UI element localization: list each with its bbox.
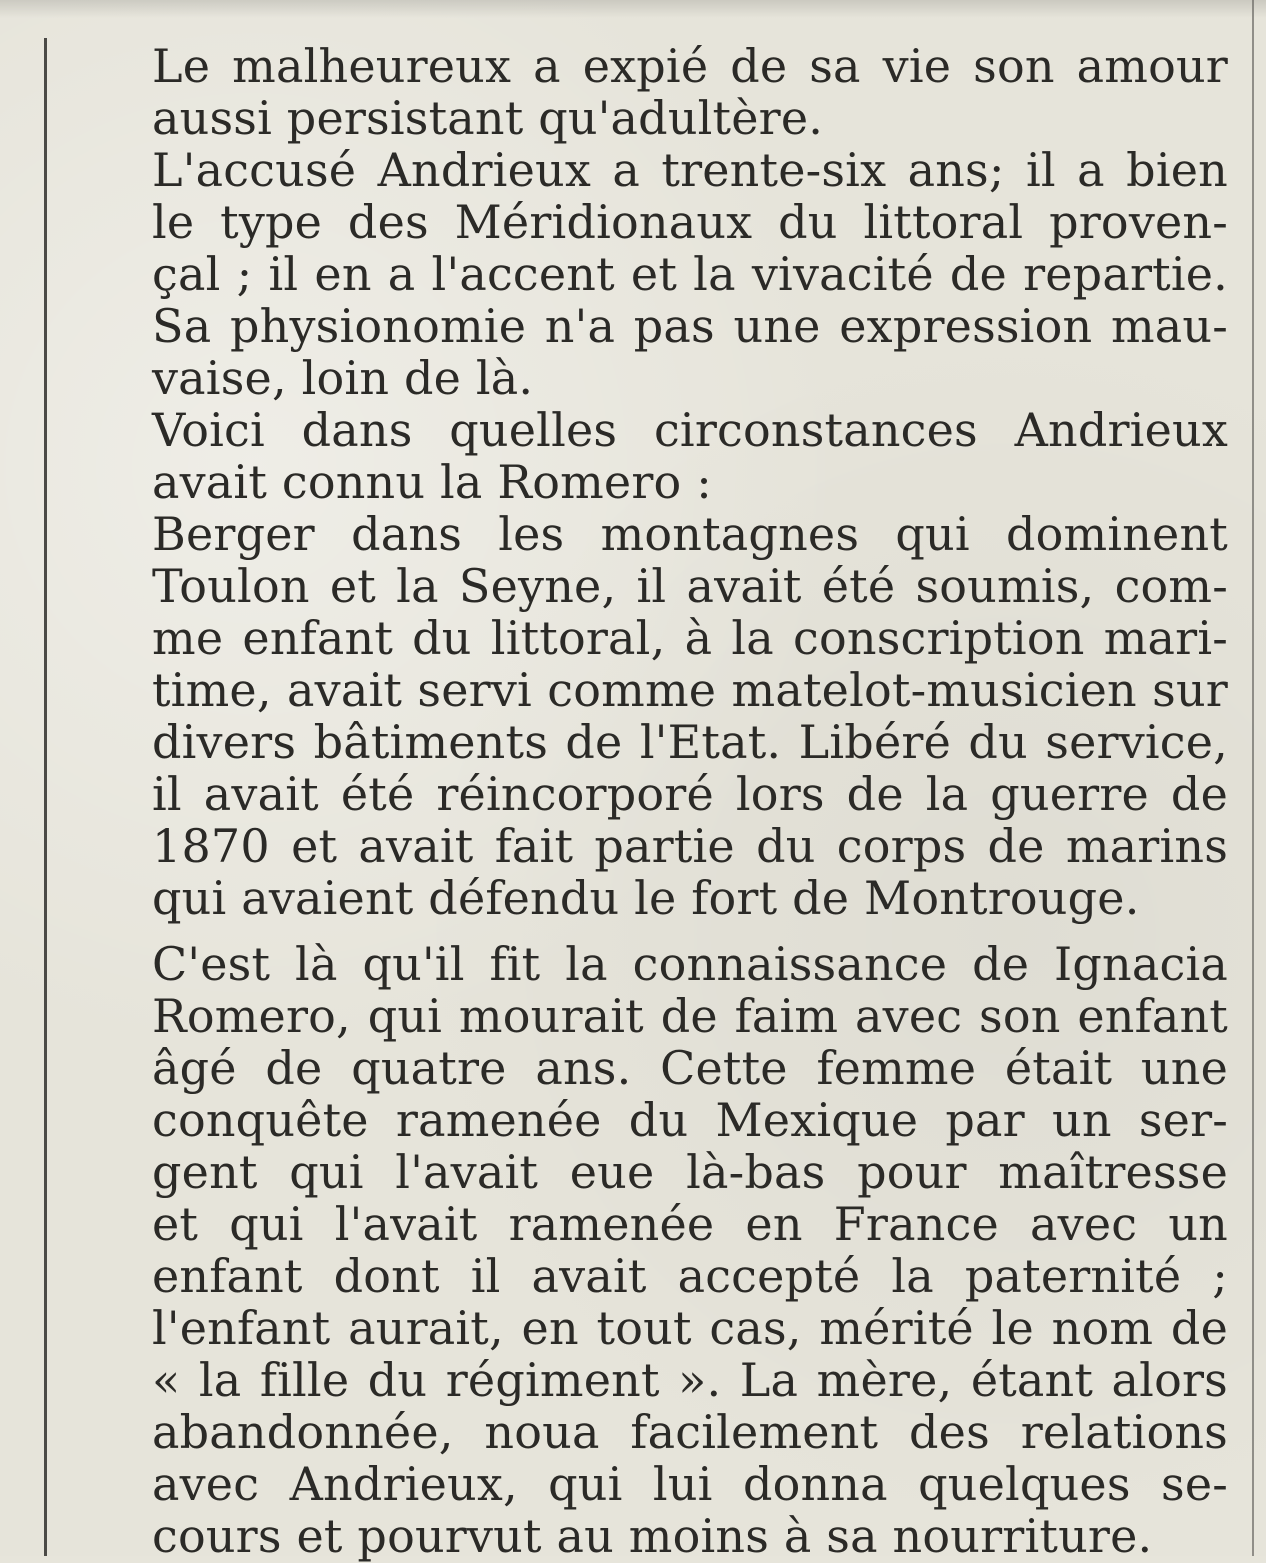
text-line: L'accusé Andrieux a trente-six ans; il a bien bbox=[152, 143, 1228, 197]
text-line: l'enfant aurait, en tout cas, mérité le nom de bbox=[152, 1301, 1228, 1355]
text-line: 1870 et avait fait partie du corps de marins bbox=[152, 819, 1228, 873]
column-rule-right bbox=[1252, 0, 1254, 1556]
paragraph-2 bbox=[96, 144, 1228, 404]
article-column bbox=[96, 40, 1228, 1562]
text-line: divers bâtiments de l'Etat. Libéré du service, bbox=[152, 715, 1228, 769]
paragraph-3 bbox=[96, 404, 1228, 508]
text-line: il avait été réincorporé lors de la guerre de bbox=[152, 767, 1228, 821]
text-line: avec Andrieux, qui lui donna quelques se- bbox=[152, 1457, 1228, 1511]
text-line: « la fille du régiment ». La mère, étant alors bbox=[152, 1353, 1228, 1407]
text-line: C'est là qu'il fit la connaissance de Ignacia bbox=[152, 937, 1228, 991]
text-line: Toulon et la Seyne, il avait été soumis, com- bbox=[152, 559, 1228, 613]
text-line: enfant dont il avait accepté la paternité ; bbox=[152, 1249, 1228, 1303]
text-line: me enfant du littoral, à la conscription mari- bbox=[152, 611, 1228, 665]
text-line: conquête ramenée du Mexique par un ser- bbox=[152, 1093, 1228, 1147]
text-line: gent qui l'avait eue là-bas pour maîtresse bbox=[152, 1145, 1228, 1199]
text-line: Le malheureux a expié de sa vie son amour bbox=[152, 39, 1228, 93]
paragraph-5 bbox=[96, 938, 1228, 1562]
paragraph-4 bbox=[96, 508, 1228, 924]
text-line: Voici dans quelles circonstances Andrieux bbox=[152, 403, 1228, 457]
text-line: âgé de quatre ans. Cette femme était une bbox=[152, 1041, 1228, 1095]
page-top-edge bbox=[0, 0, 1266, 18]
text-line: avait connu la Romero : bbox=[152, 455, 712, 509]
text-line: et qui l'avait ramenée en France avec un bbox=[152, 1197, 1228, 1251]
text-line: Romero, qui mourait de faim avec son enfant bbox=[152, 989, 1228, 1043]
column-rule-left bbox=[44, 38, 47, 1556]
text-line: çal ; il en a l'accent et la vivacité de repartie. bbox=[152, 247, 1228, 301]
text-line: aussi persistant qu'adultère. bbox=[152, 91, 824, 145]
text-line: abandonnée, noua facilement des relations bbox=[152, 1405, 1228, 1459]
text-line: cours et pourvut au moins à sa nourriture. bbox=[152, 1509, 1153, 1563]
text-line: Berger dans les montagnes qui dominent bbox=[152, 507, 1228, 561]
text-line: Sa physionomie n'a pas une expression mau- bbox=[152, 299, 1228, 353]
text-line: le type des Méridionaux du littoral proven- bbox=[152, 195, 1228, 249]
text-line: time, avait servi comme matelot-musicien sur bbox=[152, 663, 1228, 717]
paragraph-1 bbox=[96, 40, 1228, 144]
text-line: vaise, loin de là. bbox=[152, 351, 534, 405]
text-line: qui avaient défendu le fort de Montrouge. bbox=[152, 871, 1140, 925]
